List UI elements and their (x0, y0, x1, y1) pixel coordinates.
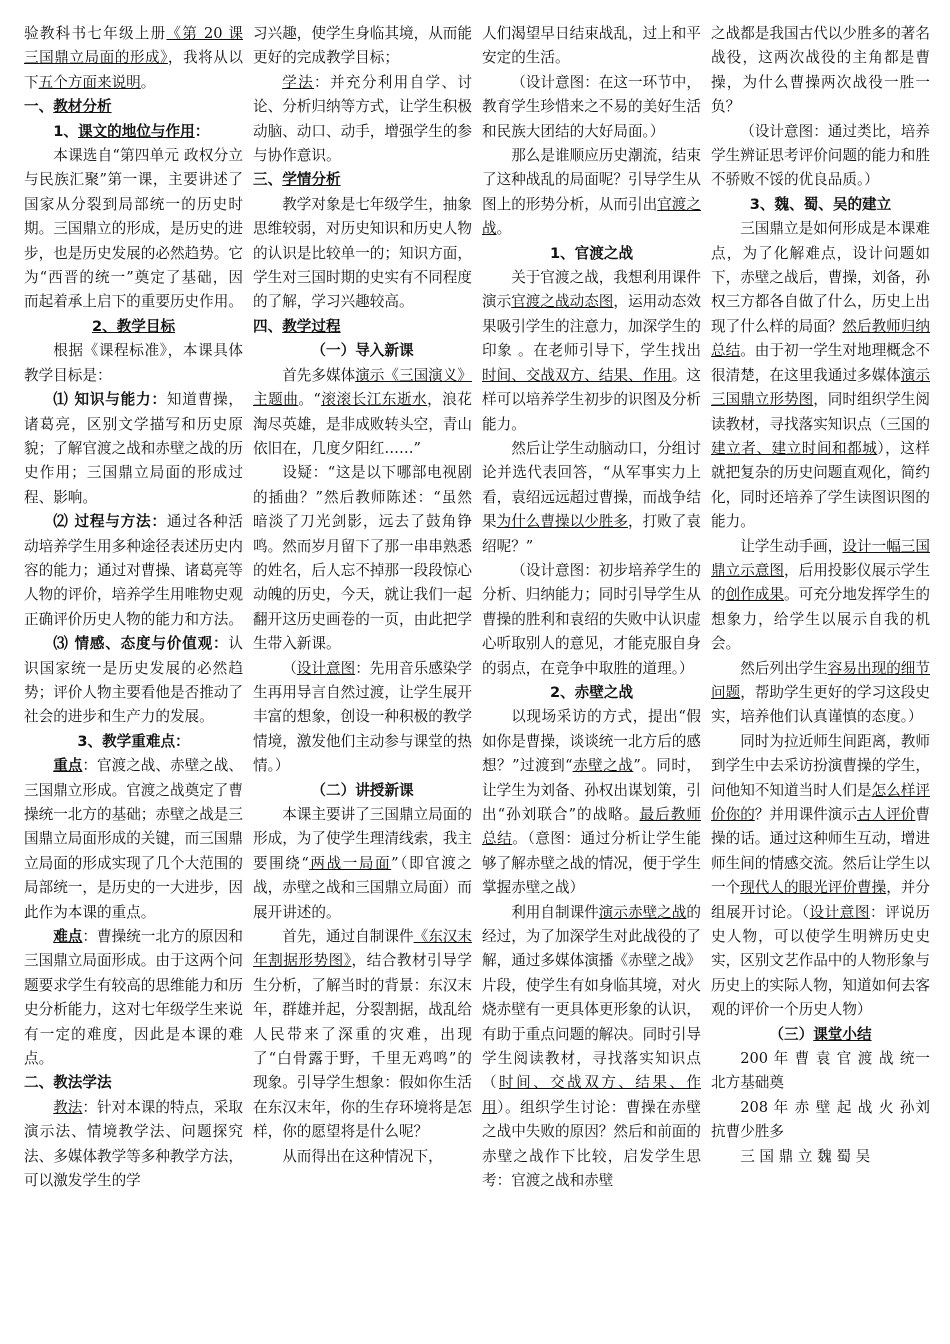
introduction-paragraph (253, 364, 472, 462)
heading-introduction (253, 339, 472, 363)
eval-part: 同时为拉近师生间距离，教师到学生中去采访扮演曹操的学生，问他知不知道当时人们是 (711, 732, 930, 799)
continued-paragraph: 之战都是我国古代以少胜多的著名战役，这两次战役的主角都是曹操，为什么曹操两次战役一胜一负？ (711, 25, 930, 116)
process-method-paragraph (24, 510, 243, 632)
heading-text: 教学过程 (282, 317, 341, 335)
detail-issues-text: 容易出现的细节问题 (711, 659, 930, 701)
heading-text: 2、教学目标 (91, 317, 176, 335)
teaching-method-paragraph (24, 1096, 243, 1194)
first-step-paragraph (253, 925, 472, 1145)
interview-part: 。（意图：通过分析让学生能够了解赤壁之战的情况，便于学生掌握赤壁之战） (482, 830, 701, 897)
lyric-underlined: 滚滚长江东逝水 (320, 391, 428, 409)
heading-text: 课文的地位与作用 (77, 122, 195, 140)
eval-part: 曹操的话。通过这种师生互动，增进师生间的情感交流。然后让学生以一个 (711, 806, 930, 897)
lesson-title-link: 《第 20 课 三国鼎立局面的形成》 (24, 25, 243, 67)
hands-on-part: 。可充分地发挥学生的想象力，给学生以展示自我的机会。 (711, 586, 930, 653)
map-demo-text: 演示三国鼎立形势图 (711, 366, 930, 409)
continued-paragraph: 习兴趣，使学生身临其境，从而能更好的完成教学目标； (253, 25, 472, 67)
heading-key-difficult (24, 730, 243, 754)
heading-text: 教法学法 (53, 1074, 112, 1092)
intro-text-3: 。 (140, 73, 156, 91)
heading-chibi (482, 681, 701, 705)
difficult-point-label: 难点 (53, 928, 83, 946)
chibi-demo-text: 演示赤壁之战 (598, 903, 687, 921)
design-intent-label: 设计意图 (296, 659, 356, 677)
paren: （ (282, 659, 297, 677)
design-diagram-text: 设计一幅三国鼎立示意图 (711, 537, 930, 579)
founders-text: 建立者、建立时间和都城 (711, 439, 878, 457)
summary-line-3: 三 国 鼎 立 魏 蜀 吴 (740, 1147, 871, 1165)
interview-paragraph (482, 705, 701, 900)
heading-wei-shu-wu (711, 193, 930, 217)
position-role-paragraph: 本课选自“第四单元 政权分立与民族汇聚”第一课，主要讲述了国家从分裂到局部统一的历史时期。三国鼎立的形成，是历史的进步，也是历史发展的必然趋势。它为“西晋的统一”奠定了基础，因而起着承上启下的重要历史作用。 (24, 147, 243, 311)
heading-num: 一、 (24, 98, 54, 116)
heading-colon: ： (194, 122, 210, 140)
intro-paragraph (24, 22, 243, 95)
key-point-text: ：官渡之战、赤壁之战、三国鼎立形成。官渡之战奠定了曹操统一北方的基础；赤壁之战是三国鼎立局面形成的关键，而三国鼎立局面的形成实现了几个大范围的局部统一，是历史的一大进步，因此作为本课的重点。 (24, 757, 243, 921)
heading-teaching-goals (24, 315, 243, 339)
heading-text: 3、教学重难点： (77, 732, 190, 750)
eval-part: ，并分组展开讨论。（ (711, 879, 930, 921)
guandu-paragraph (482, 266, 701, 437)
design-intent-text: ：先用音乐感染学生再用导言自然过渡，让学生展开丰富的想象，创设一种积极的教学情境，激发他们主动参与课堂的热情。） (253, 659, 472, 775)
details-part: ，帮助学生更好的学习这段史实，培养他们认真谨慎的态度。） (711, 683, 930, 726)
question-paragraph: 设疑：“这是以下哪部电视剧的插曲？”然后教师陈述：“虽然暗淡了刀光剑影，远去了鼓角铮鸣。然而岁月留下了那一串串熟悉的姓名，后人忘不掉那一段段惊心动魄的历史，今天，就让我们一起翻开这历史画卷的一页，由此把学生带入新课。 (253, 464, 472, 653)
eval-part: ？并用课件演示 (754, 806, 857, 823)
teaching-method-text: ：针对本课的特点，采取演示法、情境教学法、问题探究法、多媒体教学等多种教学方法，可以激发学生的学 (24, 1098, 243, 1190)
key-point-label: 重点 (53, 757, 83, 775)
emotion-text: 认识国家统一是历史发展的必然趋势；评价人物主要看他是否推动了社会的进步和生产力的发展。 (24, 635, 243, 726)
goals-intro-paragraph: 根据《课程标准》，本课具体教学目标是： (24, 342, 243, 384)
heading-num: （三） (769, 1025, 814, 1043)
courseware-part: 利用自制课件 (511, 903, 599, 921)
knowledge-ability-paragraph (24, 388, 243, 510)
heading-text: （二）讲授新课 (311, 781, 414, 799)
design-intent-paragraph: （设计意图：在这一环节中，教育学生珍惜来之不易的美好生活和民族大团结的大好局面。） (482, 73, 701, 140)
discussion-part: 然后让学生动脑动口，分组讨论并选代表回答，“从军事实力上看，袁绍远远超过曹操，而战争结果 (482, 439, 701, 531)
guandu-part: 。这样可以培养学生初步的识图及分析能力。 (482, 366, 701, 433)
heading-textbook-analysis (24, 95, 243, 119)
process-text: 通过各种活动培养学生用多种途径表述历史内容的能力；通过对曹操、诸葛亮等人物的评价，培养学生用唯物史观正确评价历史人物的能力和方法。 (24, 513, 243, 628)
transition-paragraph (482, 144, 701, 242)
guandu-part: ，运用动态效果吸引学生的注意力，加深学生的印象 。在老师引导下，学生找出 (482, 293, 701, 360)
lesson-part: 本课主要讲了三国鼎立局面的形成，为了使学生理清线索，我主要围绕“ (253, 806, 472, 872)
heading-teaching-process (253, 315, 472, 339)
hands-on-part: 让学生动手画， (740, 537, 843, 555)
dynamic-map-text: 官渡之战动态图 (511, 293, 614, 311)
intro-part: 首先多媒体 (282, 366, 356, 384)
knowledge-text: 知道曹操，诸葛亮，区别文学描写和历史原貌；了解官渡之战和赤壁之战的历史作用；三国鼎立局面的形成过程、影响。 (24, 391, 243, 506)
three-kingdoms-paragraph (711, 217, 930, 534)
heading-text: 2、赤壁之战 (549, 683, 634, 701)
how-evaluate-text: 怎么样评价你的 (711, 781, 930, 823)
discussion-part: ，打败了袁绍呢？” (482, 513, 701, 555)
knowledge-label: ⑴ 知识与能力： (53, 391, 167, 409)
heading-teaching-methods (24, 1071, 243, 1095)
hands-on-paragraph (711, 535, 930, 657)
teaching-method-label: 教法 (53, 1098, 83, 1116)
summary-line-1: 200 年 曹 袁 官 渡 战 统一北方基础奠 (711, 1050, 930, 1092)
continued-paragraph: 人们渴望早日结束战乱，过上和平安定的生活。 (482, 25, 701, 67)
heading-student-analysis (253, 168, 472, 192)
creative-result-text: 创作成果 (725, 586, 784, 604)
evaluation-paragraph (711, 730, 930, 1023)
design-intent-paragraph (253, 657, 472, 779)
heading-num: 二、 (24, 1074, 54, 1092)
heading-summary (711, 1023, 930, 1047)
modern-eval-text: 现代人的眼光评价曹操 (740, 879, 887, 897)
key-point-paragraph (24, 754, 243, 925)
courseware-part: ）。组织学生讨论：曹操在赤壁之战中失败的原因？然后和前面的赤壁之战作下比较，启发学生思考：官渡之战和赤壁 (482, 1098, 701, 1190)
step-part: ，结合教材引导学生分析，了解当时的背景：东汉末年，群雄并起，分裂割据，战乱给人民带来了深重的灾难，出现了“白骨露于野，千里无鸡鸣”的现象。引导学生想象：假如你生活在东汉末年，你的生存环境将是怎样，你的愿望将是什么呢？ (253, 952, 472, 1141)
process-label: ⑵ 过程与方法： (53, 513, 167, 531)
heading-num: 1、 (53, 122, 78, 140)
group-discussion-paragraph (482, 437, 701, 559)
teacher-summary-text: 然后教师归纳总结 (711, 317, 930, 360)
heading-text: 1、官渡之战 (549, 244, 634, 262)
summary-line-2: 208 年 赤 壁 起 战 火 孙刘抗曹少胜多 (711, 1098, 930, 1141)
design-intent-paragraph: （设计意图：通过类比，培养学生辨证思考评价问题的能力和胜不骄败不馁的优良品质。） (711, 122, 930, 189)
lesson-part: ”（即官渡之战，赤壁之战和三国鼎立局面）而展开讲述的。 (253, 854, 472, 921)
chibi-link-text: 赤壁之战 (572, 757, 634, 775)
details-part: 然后列出学生 (740, 659, 828, 677)
heading-num: 四、 (253, 317, 283, 335)
transition-part: 那么是谁顺应历史潮流，结束了这种战乱的局面呢？引导学生从图上的形势分析，从而引出 (482, 147, 701, 213)
heading-text: （一）导入新课 (311, 342, 414, 360)
difficult-point-text: ：曹操统一北方的原因和三国鼎立局面形成。由于这两个问题要求学生有较高的思维能力和历史分析能力，这对七年级学生来说有一定的难度，因此是本课的难点。 (24, 928, 243, 1068)
intro-text: 验教科书七年级上册 (24, 25, 167, 42)
hands-on-part: ，后用投影仪展示学生的 (711, 561, 930, 604)
transition-part: 。 (496, 220, 512, 238)
interview-part: ”。同时，让学生为刘备、孙权出谋划策，引出“孙刘联合”的战略。 (482, 757, 701, 823)
difficult-point-paragraph (24, 925, 243, 1071)
key-facts-text-2: 时间、交战双方、结果、作用 (482, 1074, 701, 1116)
column-1 (24, 22, 243, 1332)
learning-method-label: 学法 (282, 73, 315, 91)
interview-part: 以现场采访的方式，提出“假如你是曹操，谈谈统一北方后的感想？”过渡到“ (482, 708, 701, 775)
guandu-link-text: 官渡之战 (482, 195, 701, 238)
new-lesson-paragraph (253, 803, 472, 925)
heading-text: 教材分析 (53, 98, 112, 116)
heading-new-lesson (253, 779, 472, 803)
emotion-value-paragraph (24, 632, 243, 730)
heading-text: 3、魏、蜀、吴的建立 (749, 195, 892, 213)
emotion-label: ⑶ 情感、态度与价值观： (53, 635, 229, 653)
map-title-text: 《东汉末年割据形势图》 (253, 928, 472, 970)
design-intent-label: 设计意图 (809, 903, 871, 921)
why-cao-wins-text: 为什么曹操以少胜多 (496, 513, 628, 531)
column-4 (711, 22, 930, 1332)
learning-method-paragraph (253, 71, 472, 169)
key-facts-text: 时间、交战双方、结果、作用 (482, 366, 672, 384)
conclusion-start-paragraph: 从而得出在这种情况下， (282, 1147, 443, 1165)
intro-part: ，浪花淘尽英雄，是非成败转头空，青山依旧在，几度夕阳红……” (253, 391, 472, 457)
guandu-part: 关于官渡之战，我想利用课件演示 (482, 269, 701, 311)
column-2 (253, 22, 472, 1332)
heading-guandu (482, 242, 701, 266)
two-wars-text: 两战一局面 (308, 854, 392, 872)
student-analysis-paragraph: 教学对象是七年级学生，抽象思维较弱，对历史知识和历史人物的认识是比较单一的；知识方面，学生对三国时期的史实有不同程度的了解，学习兴趣较高。 (253, 195, 472, 311)
document-page (24, 22, 930, 1332)
heading-position-role (24, 120, 243, 144)
column-3 (482, 22, 701, 1332)
courseware-part: 的经过，为了加深学生对此战役的了解，通过多媒体演播《赤壁之战》片段，使学生有如身临其境，对火烧赤壁有一更具体更形象的认识，有助于重点问题的解决。同时引导学生阅读教材，寻找落实知识点（ (482, 903, 701, 1092)
tk-part: ，同时组织学生阅读教材，寻找落实知识点（三国的 (711, 391, 930, 433)
intro-part: 。“ (298, 391, 321, 409)
eval-part: ：评说历史人物，可以使学生明辨历史史实，区别文艺作品中的人物形象与历史上的实际人物，知道如何去客观的评价一个历史人物） (711, 903, 930, 1019)
teacher-summary-text: 最后教师总结 (482, 806, 701, 848)
details-paragraph (711, 657, 930, 730)
courseware-paragraph (482, 901, 701, 1194)
tk-part: 三国鼎立是如何形成是本课难点，为了化解难点，设计问题如下，赤壁之战后，曹操，刘备，孙权三方都各自做了什么，历史上出现了什么样的局面？ (711, 220, 930, 335)
step-part: 首先，通过自制课件 (282, 928, 414, 946)
ancient-eval-text: 古人评价 (856, 806, 916, 823)
tk-part: ），这样就把复杂的历史问题直观化，简约化，同时还培养了学生读图识图的能力。 (711, 439, 930, 531)
five-aspects-text: 五个方面来说明 (38, 73, 141, 91)
learning-method-text: ：并充分利用自学、讨论、分析归纳等方式，让学生积极动脑、动口、动手，增强学生的参与协作意识。 (253, 73, 472, 165)
tk-part: 。由于初一学生对地理概念不很清楚，在这里我通过多媒体 (711, 342, 930, 384)
heading-num: 三、 (253, 171, 283, 189)
heading-text: 学情分析 (282, 171, 341, 189)
intro-text-2: ，我将从以下 (24, 49, 243, 91)
design-intent-paragraph-2: （设计意图：初步培养学生的分析、归纳能力；同时引导学生从曹操的胜利和袁绍的失败中认识虚心听取别人的意见，才能克服自身的弱点，在竞争中取胜的道理。） (482, 561, 701, 677)
theme-song-text: 演示《三国演义》主题曲 (253, 366, 472, 409)
heading-text: 课堂小结 (813, 1025, 872, 1043)
